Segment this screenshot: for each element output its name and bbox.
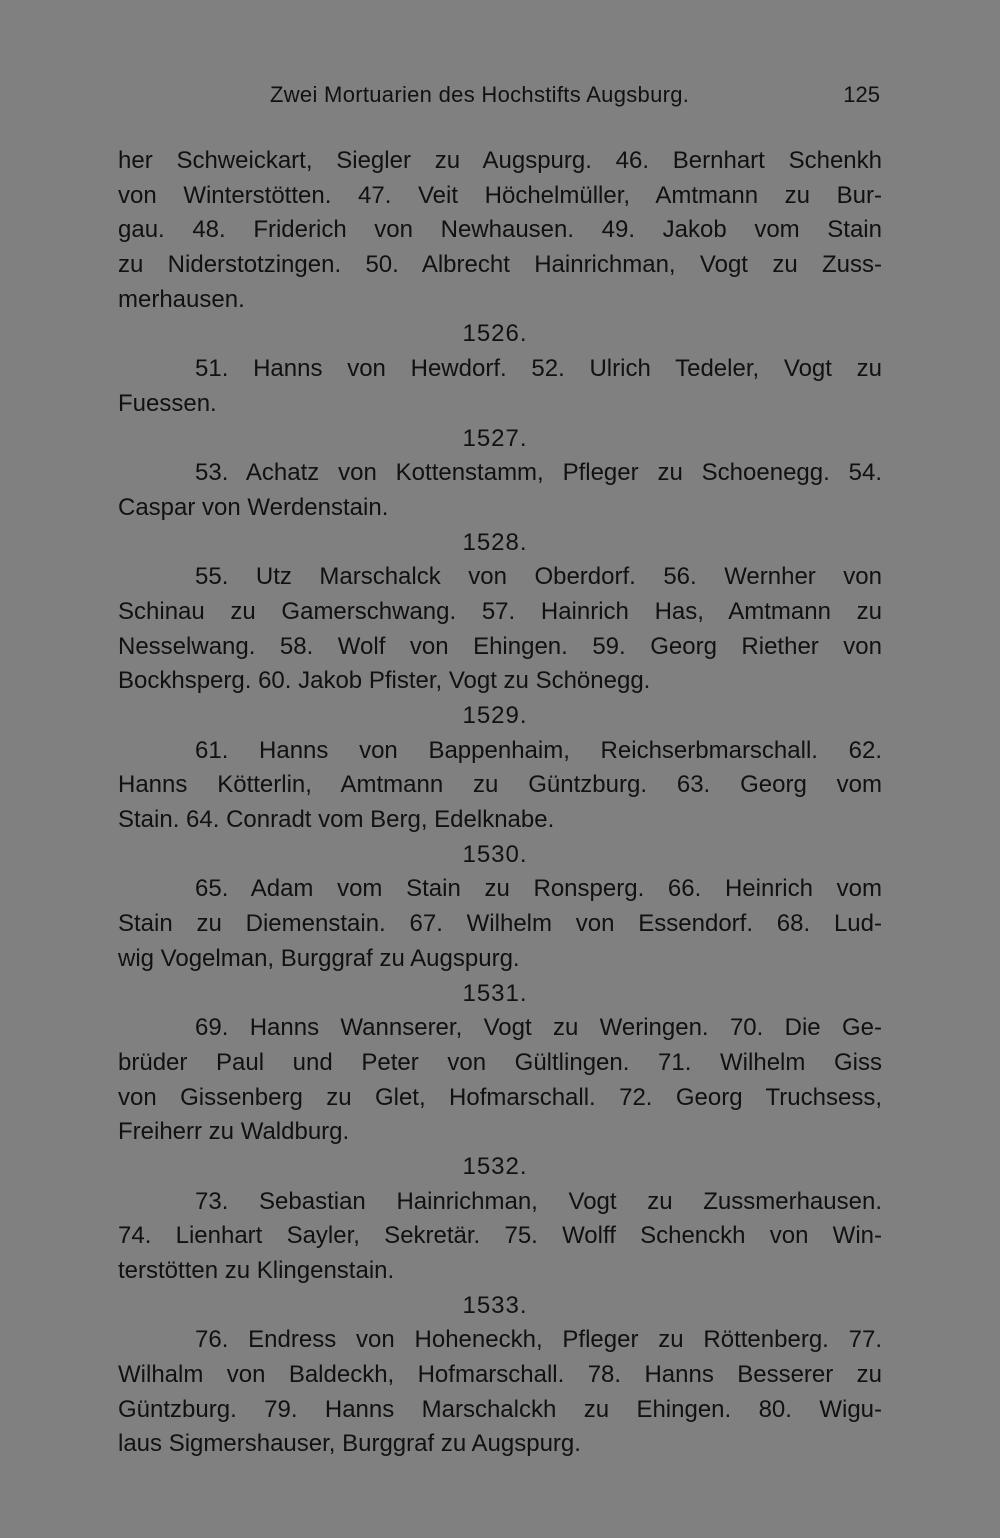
- year-heading: 1532.: [462, 1152, 528, 1180]
- text-line: Freiherr zu Waldburg.: [118, 1118, 350, 1146]
- text-line: Schinau zu Gamerschwang. 57. Hainrich Has, Amtmann zu: [118, 597, 882, 625]
- text-line: 61. Hanns von Bappenhaim, Reichserbmarschall. 62.: [195, 736, 882, 764]
- text-line: her Schweickart, Siegler zu Augspurg. 46. Bernhart Schenkh: [118, 147, 882, 174]
- text-line: gau. 48. Friderich von Newhausen. 49. Jakob vom Stain: [118, 216, 882, 244]
- text-line: brüder Paul und Peter von Gültlingen. 71. Wilhelm Giss: [118, 1048, 882, 1076]
- text-line: Caspar von Werdenstain.: [118, 493, 389, 521]
- text-line: 74. Lienhart Sayler, Sekretär. 75. Wolff Schenckh von Win-: [118, 1222, 882, 1250]
- text-line: 73. Sebastian Hainrichman, Vogt zu Zussmerhausen.: [195, 1187, 882, 1215]
- text-line: 69. Hanns Wannserer, Vogt zu Weringen. 70. Die Ge-: [195, 1014, 882, 1042]
- text-line: Wilhalm von Baldeckh, Hofmarschall. 78. Hanns Besserer zu: [118, 1361, 882, 1389]
- year-heading: 1533.: [462, 1291, 528, 1319]
- text-line: von Winterstötten. 47. Veit Höchelmüller, Amtmann zu Bur-: [118, 181, 882, 209]
- text-line: Hanns Kötterlin, Amtmann zu Güntzburg. 63. Georg vom: [118, 771, 882, 799]
- text-line: 76. Endress von Hoheneckh, Pfleger zu Röttenberg. 77.: [195, 1326, 882, 1354]
- text-line: von Gissenberg zu Glet, Hofmarschall. 72. Georg Truchsess,: [118, 1083, 882, 1111]
- text-line: Stain. 64. Conradt vom Berg, Edelknabe.: [118, 806, 555, 834]
- year-heading: 1531.: [462, 979, 528, 1007]
- text-line: laus Sigmershauser, Burggraf zu Augspurg.: [118, 1430, 581, 1458]
- text-line: zu Niderstotzingen. 50. Albrecht Hainrichman, Vogt zu Zuss-: [118, 251, 882, 279]
- text-line: 65. Adam vom Stain zu Ronsperg. 66. Heinrich vom: [195, 875, 882, 903]
- text-line: 53. Achatz von Kottenstamm, Pfleger zu Schoenegg. 54.: [195, 459, 882, 487]
- text-line: 51. Hanns von Hewdorf. 52. Ulrich Tedeler, Vogt zu: [195, 355, 882, 383]
- page-number: 125: [843, 82, 880, 107]
- running-title: Zwei Mortuarien des Hochstifts Augsburg.: [270, 82, 690, 107]
- year-heading: 1527.: [462, 424, 528, 452]
- page-header: [270, 82, 880, 116]
- page-body: [118, 144, 882, 1462]
- text-line: Nesselwang. 58. Wolf von Ehingen. 59. Georg Riether von: [118, 632, 882, 660]
- text-line: terstötten zu Klingenstain.: [118, 1257, 395, 1284]
- text-line: merhausen.: [118, 285, 245, 313]
- text-line: Bockhsperg. 60. Jakob Pfister, Vogt zu Schönegg.: [118, 667, 651, 695]
- year-heading: 1528.: [462, 528, 528, 556]
- text-line: 55. Utz Marschalck von Oberdorf. 56. Wernher von: [195, 563, 882, 591]
- text-line: Stain zu Diemenstain. 67. Wilhelm von Essendorf. 68. Lud-: [118, 910, 882, 938]
- text-line: Güntzburg. 79. Hanns Marschalckh zu Ehingen. 80. Wigu-: [118, 1395, 882, 1423]
- year-heading: 1530.: [462, 840, 528, 868]
- text-line: wig Vogelman, Burggraf zu Augspurg.: [118, 944, 520, 972]
- year-heading: 1529.: [462, 702, 528, 729]
- year-heading: 1526.: [462, 320, 528, 348]
- text-line: Fuessen.: [118, 389, 217, 417]
